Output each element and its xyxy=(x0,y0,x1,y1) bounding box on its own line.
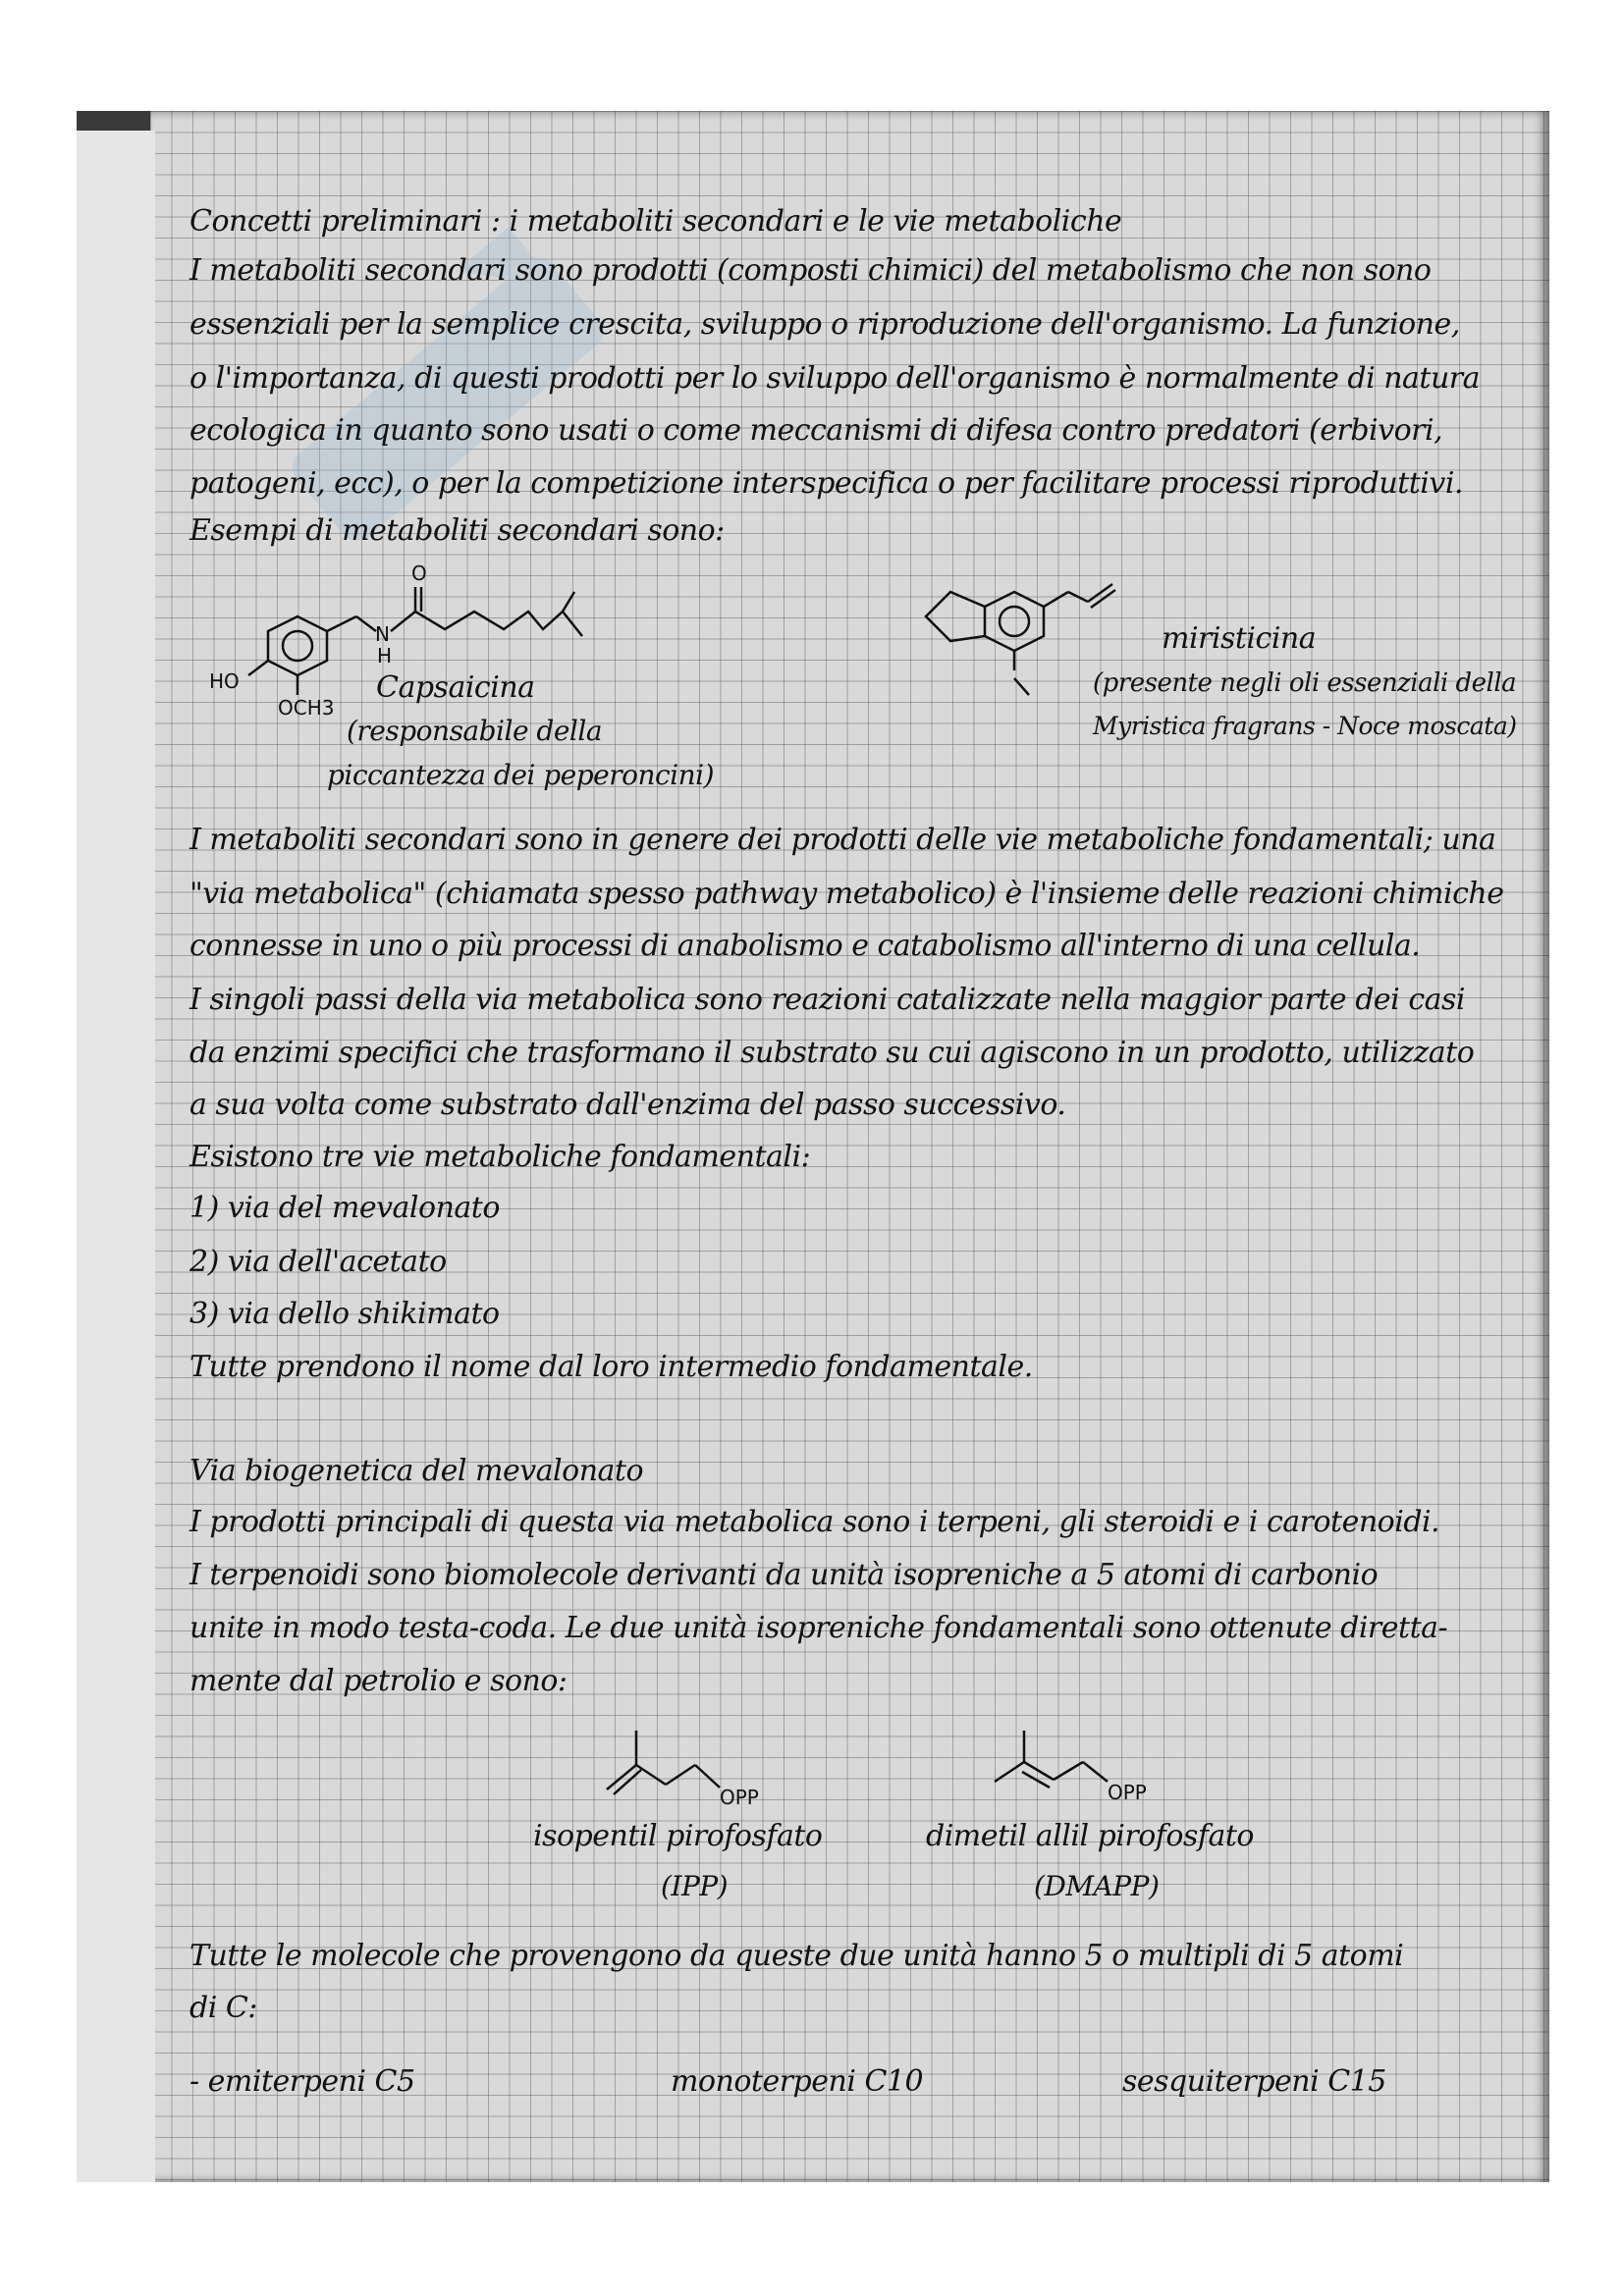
class-monoterpenes: monoterpeni C10 xyxy=(671,2064,924,2099)
myristicin-name: miristicina xyxy=(1162,621,1317,656)
capsaicin-atom-n: N xyxy=(375,622,390,646)
intro-line: I metaboliti secondari sono prodotti (composti chimici) del metabolismo che non sono xyxy=(189,253,1432,288)
pathways-line: I metaboliti secondari sono in genere dei prodotti delle vie metaboliche fondamentali; una xyxy=(189,823,1496,857)
dmapp-opp-label: OPP xyxy=(1108,1781,1147,1804)
ipp-abbr: (IPP) xyxy=(661,1870,729,1902)
capsaicin-atom-ho: HO xyxy=(209,669,240,693)
three-pathways-heading: Esistono tre vie metaboliche fondamentali: xyxy=(189,1140,811,1174)
intro-line: essenziali per la semplice crescita, sviluppo o riproduzione dell'organismo. La funzione, xyxy=(189,307,1460,342)
ipp-opp-label: OPP xyxy=(720,1786,759,1809)
dmapp-structure xyxy=(985,1721,1201,1814)
intro-line: ecologica in quanto sono usati o come meccanismi di difesa contro predatori (erbivori, xyxy=(189,413,1443,448)
class-sesquiterpenes: sesquiterpeni C15 xyxy=(1122,2064,1386,2099)
myristicin-desc: Myristica fragrans - Noce moscata) xyxy=(1093,712,1517,740)
scanned-page xyxy=(77,111,1549,2182)
left-page-edge xyxy=(77,131,155,2182)
capsaicin-name: Capsaicina xyxy=(376,670,535,705)
multiples-line: di C: xyxy=(189,1991,257,2025)
three-pathways-note: Tutte prendono il nome dal loro intermedio fondamentale. xyxy=(189,1350,1033,1384)
mevalonate-line: mente dal petrolio e sono: xyxy=(189,1664,568,1698)
mevalonate-line: I terpenoidi sono biomolecole derivanti da unità isopreniche a 5 atomi di carbonio xyxy=(189,1558,1379,1592)
capsaicin-desc: piccantezza dei peperoncini) xyxy=(327,759,715,791)
pathway-item: 3) via dello shikimato xyxy=(189,1297,500,1331)
capsaicin-desc: (responsabile della xyxy=(347,715,603,747)
capsaicin-atom-o: O xyxy=(411,561,427,585)
pathways-line: da enzimi specifici che trasformano il substrato su cui agiscono in un prodotto, utilizzato xyxy=(189,1036,1475,1070)
class-hemiterpenes: - emiterpeni C5 xyxy=(189,2064,415,2099)
mevalonate-line: unite in modo testa-coda. Le due unità isopreniche fondamentali sono ottenute diretta- xyxy=(189,1611,1448,1645)
pathways-line: a sua volta come substrato dall'enzima del passo successivo. xyxy=(189,1088,1066,1122)
intro-line: patogeni, ecc), o per la competizione interspecifica o per facilitare processi riproduttivi. xyxy=(189,466,1463,501)
intro-line: o l'importanza, di questi prodotti per lo sviluppo dell'organismo è normalmente di natura xyxy=(189,361,1481,396)
ipp-name: isopentil pirofosfato xyxy=(533,1819,823,1853)
dmapp-name: dimetil allil pirofosfato xyxy=(926,1819,1254,1853)
mevalonate-line: I prodotti principali di questa via metabolica sono i terpeni, gli steroidi e i carotenoidi. xyxy=(189,1505,1440,1539)
pathway-item: 1) via del mevalonato xyxy=(189,1191,500,1225)
capsaicin-atom-h: H xyxy=(377,644,393,667)
dmapp-abbr: (DMAPP) xyxy=(1034,1870,1160,1902)
pathways-line: "via metabolica" (chiamata spesso pathway metabolico) è l'insieme delle reazioni chimiche xyxy=(189,877,1504,911)
title: Concetti preliminari : i metaboliti secondari e le vie metaboliche xyxy=(189,204,1122,239)
ipp-structure xyxy=(592,1721,808,1814)
multiples-line: Tutte le molecole che provengono da queste due unità hanno 5 o multipli di 5 atomi xyxy=(189,1939,1404,1973)
pathways-line: connesse in uno o più processi di anabolismo e catabolismo all'interno di una cellula. xyxy=(189,929,1421,963)
examples-heading: Esempi di metaboliti secondari sono: xyxy=(189,513,725,548)
pathways-line: I singoli passi della via metabolica sono reazioni catalizzate nella maggior parte dei casi xyxy=(189,983,1465,1017)
myristicin-structure xyxy=(896,562,1122,710)
mevalonate-heading: Via biogenetica del mevalonato xyxy=(189,1454,644,1488)
pathway-item: 2) via dell'acetato xyxy=(189,1245,447,1279)
myristicin-desc: (presente negli oli essenziali della xyxy=(1093,668,1517,698)
notebook-page xyxy=(150,111,1549,2182)
capsaicin-atom-och3: OCH3 xyxy=(278,696,335,720)
